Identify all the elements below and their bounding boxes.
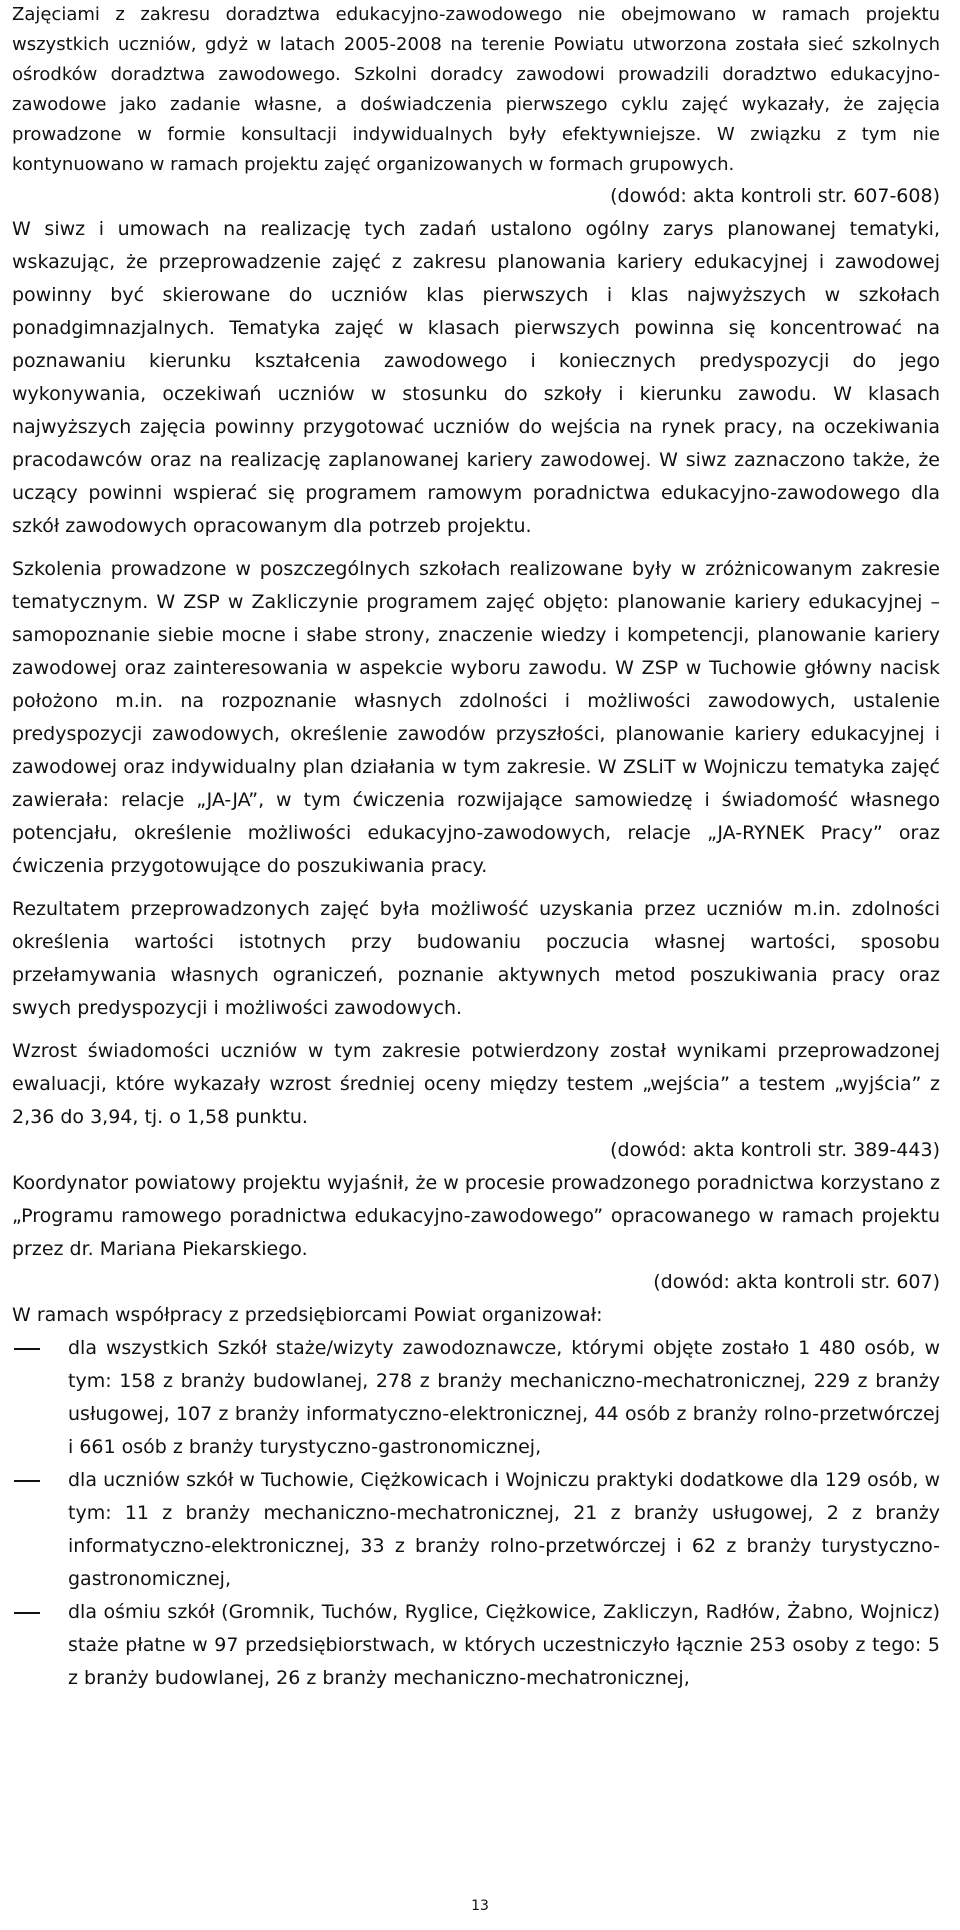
cooperation-list	[12, 1332, 940, 1695]
dash-bullet-icon	[14, 1612, 40, 1614]
evidence-reference: (dowód: akta kontroli str. 389-443)	[610, 1139, 940, 1161]
dash-bullet-icon	[14, 1348, 40, 1350]
paragraph-school-trainings: Szkolenia prowadzone w poszczególnych szkołach realizowane były w zróżnicowanym zakresie tematycznym. W ZSP w Zakliczynie programem zajęć objęto: planowanie kariery edukacyjnej – samopoznanie siebie mocne i słabe strony, znaczenie wiedzy i kompetencji, planowanie kariery zawodowej oraz zainteresowania w aspekcie wyboru zawodu. W ZSP w Tuchowie główny nacisk położono m.in. na rozpoznanie własnych zdolności i możliwości zawodowych, ustalenie predyspozycji zawodowych, określenie zawodów przyszłości, planowanie kariery edukacyjnej i zawodowej oraz indywidualny plan działania w tym zakresie. W ZSLiT w Wojniczu tematyka zajęć zawierała: relacje „JA-JA”, w tym ćwiczenia rozwijające samowiedzę i świadomość własnego potencjału, określenie możliwości edukacyjno-zawodowych, relacje „JA-RYNEK Pracy” oraz ćwiczenia przygotowujące do poszukiwania pracy.	[12, 558, 940, 877]
evidence-reference: (dowód: akta kontroli str. 607)	[653, 1271, 940, 1293]
list-item-text: dla ośmiu szkół (Gromnik, Tuchów, Ryglice, Ciężkowice, Zakliczyn, Radłów, Żabno, Wojnicz) staże płatne w 97 przedsiębiorstwach, w których uczestniczyło łącznie 253 osoby z tego: 5 z branży budowlanej, 26 z branży mechaniczno-mechatronicznej,	[68, 1601, 940, 1689]
document-page	[12, 0, 940, 1695]
page-number: 13	[471, 1898, 489, 1914]
evidence-reference: (dowód: akta kontroli str. 607-608)	[610, 185, 940, 207]
list-item	[12, 1596, 940, 1695]
list-item	[12, 1332, 940, 1464]
paragraph-coordinator: Koordynator powiatowy projektu wyjaśnił, że w procesie prowadzonego poradnictwa korzystano z „Programu ramowego poradnictwa edukacyjno-zawodowego” opracowanego w ramach projektu przez dr. Mariana Piekarskiego.	[12, 1172, 940, 1260]
list-item-text: dla uczniów szkół w Tuchowie, Ciężkowicach i Wojniczu praktyki dodatkowe dla 129 osób, w tym: 11 z branży mechaniczno-mechatronicznej, 21 z branży usługowej, 2 z branży informatyczno-elektronicznej, 33 z branży rolno-przetwórczej i 62 z branży turystyczno-gastronomicznej,	[68, 1469, 940, 1590]
dash-bullet-icon	[14, 1480, 40, 1482]
list-item	[12, 1464, 940, 1596]
list-item-text: dla wszystkich Szkół staże/wizyty zawodoznawcze, którymi objęte zostało 1 480 osób, w tym: 158 z branży budowlanej, 278 z branży mechaniczno-mechatronicznej, 229 z branży usługowej, 107 z branży informatyczno-elektronicznej, 44 osób z branży rolno-przetwórczej i 661 osób z branży turystyczno-gastronomicznej,	[68, 1337, 940, 1458]
paragraph-results: Rezultatem przeprowadzonych zajęć była możliwość uzyskania przez uczniów m.in. zdolności określenia wartości istotnych przy budowaniu poczucia własnej wartości, sposobu przełamywania własnych ograniczeń, poznanie aktywnych metod poszukiwania pracy oraz swych predyspozycji i możliwości zawodowych.	[12, 898, 940, 1019]
paragraph-cooperation-intro: W ramach współpracy z przedsiębiorcami Powiat organizował:	[12, 1304, 603, 1326]
paragraph-evaluation: Wzrost świadomości uczniów w tym zakresie potwierdzony został wynikami przeprowadzonej ewaluacji, które wykazały wzrost średniej oceny między testem „wejścia” a testem „wyjścia” z 2,36 do 3,94, tj. o 1,58 punktu.	[12, 1040, 940, 1128]
paragraph-siwz-topics: W siwz i umowach na realizację tych zadań ustalono ogólny zarys planowanej tematyki, wskazując, że przeprowadzenie zajęć z zakresu planowania kariery edukacyjnej i zawodowej powinny być skierowane do uczniów klas pierwszych i klas najwyższych w szkołach ponadgimnazjalnych. Tematyka zajęć w klasach pierwszych powinna się koncentrować na poznawaniu kierunku kształcenia zawodowego i koniecznych predyspozycji do jego wykonywania, oczekiwań uczniów w stosunku do szkoły i kierunku zawodu. W klasach najwyższych zajęcia powinny przygotować uczniów do wejścia na rynek pracy, na oczekiwania pracodawców oraz na realizację zaplanowanej kariery zawodowej. W siwz zaznaczono także, że uczący powinni wspierać się programem ramowym poradnictwa edukacyjno-zawodowego dla szkół zawodowych opracowanym dla potrzeb projektu.	[12, 218, 940, 537]
paragraph-career-counseling: Zajęciami z zakresu doradztwa edukacyjno-zawodowego nie obejmowano w ramach projektu wszystkich uczniów, gdyż w latach 2005-2008 na terenie Powiatu utworzona została sieć szkolnych ośrodków doradztwa zawodowego. Szkolni doradcy zawodowi prowadzili doradztwo edukacyjno-zawodowe jako zadanie własne, a doświadczenia pierwszego cyklu zajęć wykazały, że zajęcia prowadzone w formie konsultacji indywidualnych były efektywniejsze. W związku z tym nie kontynuowano w ramach projektu zajęć organizowanych w formach grupowych.	[12, 4, 940, 175]
